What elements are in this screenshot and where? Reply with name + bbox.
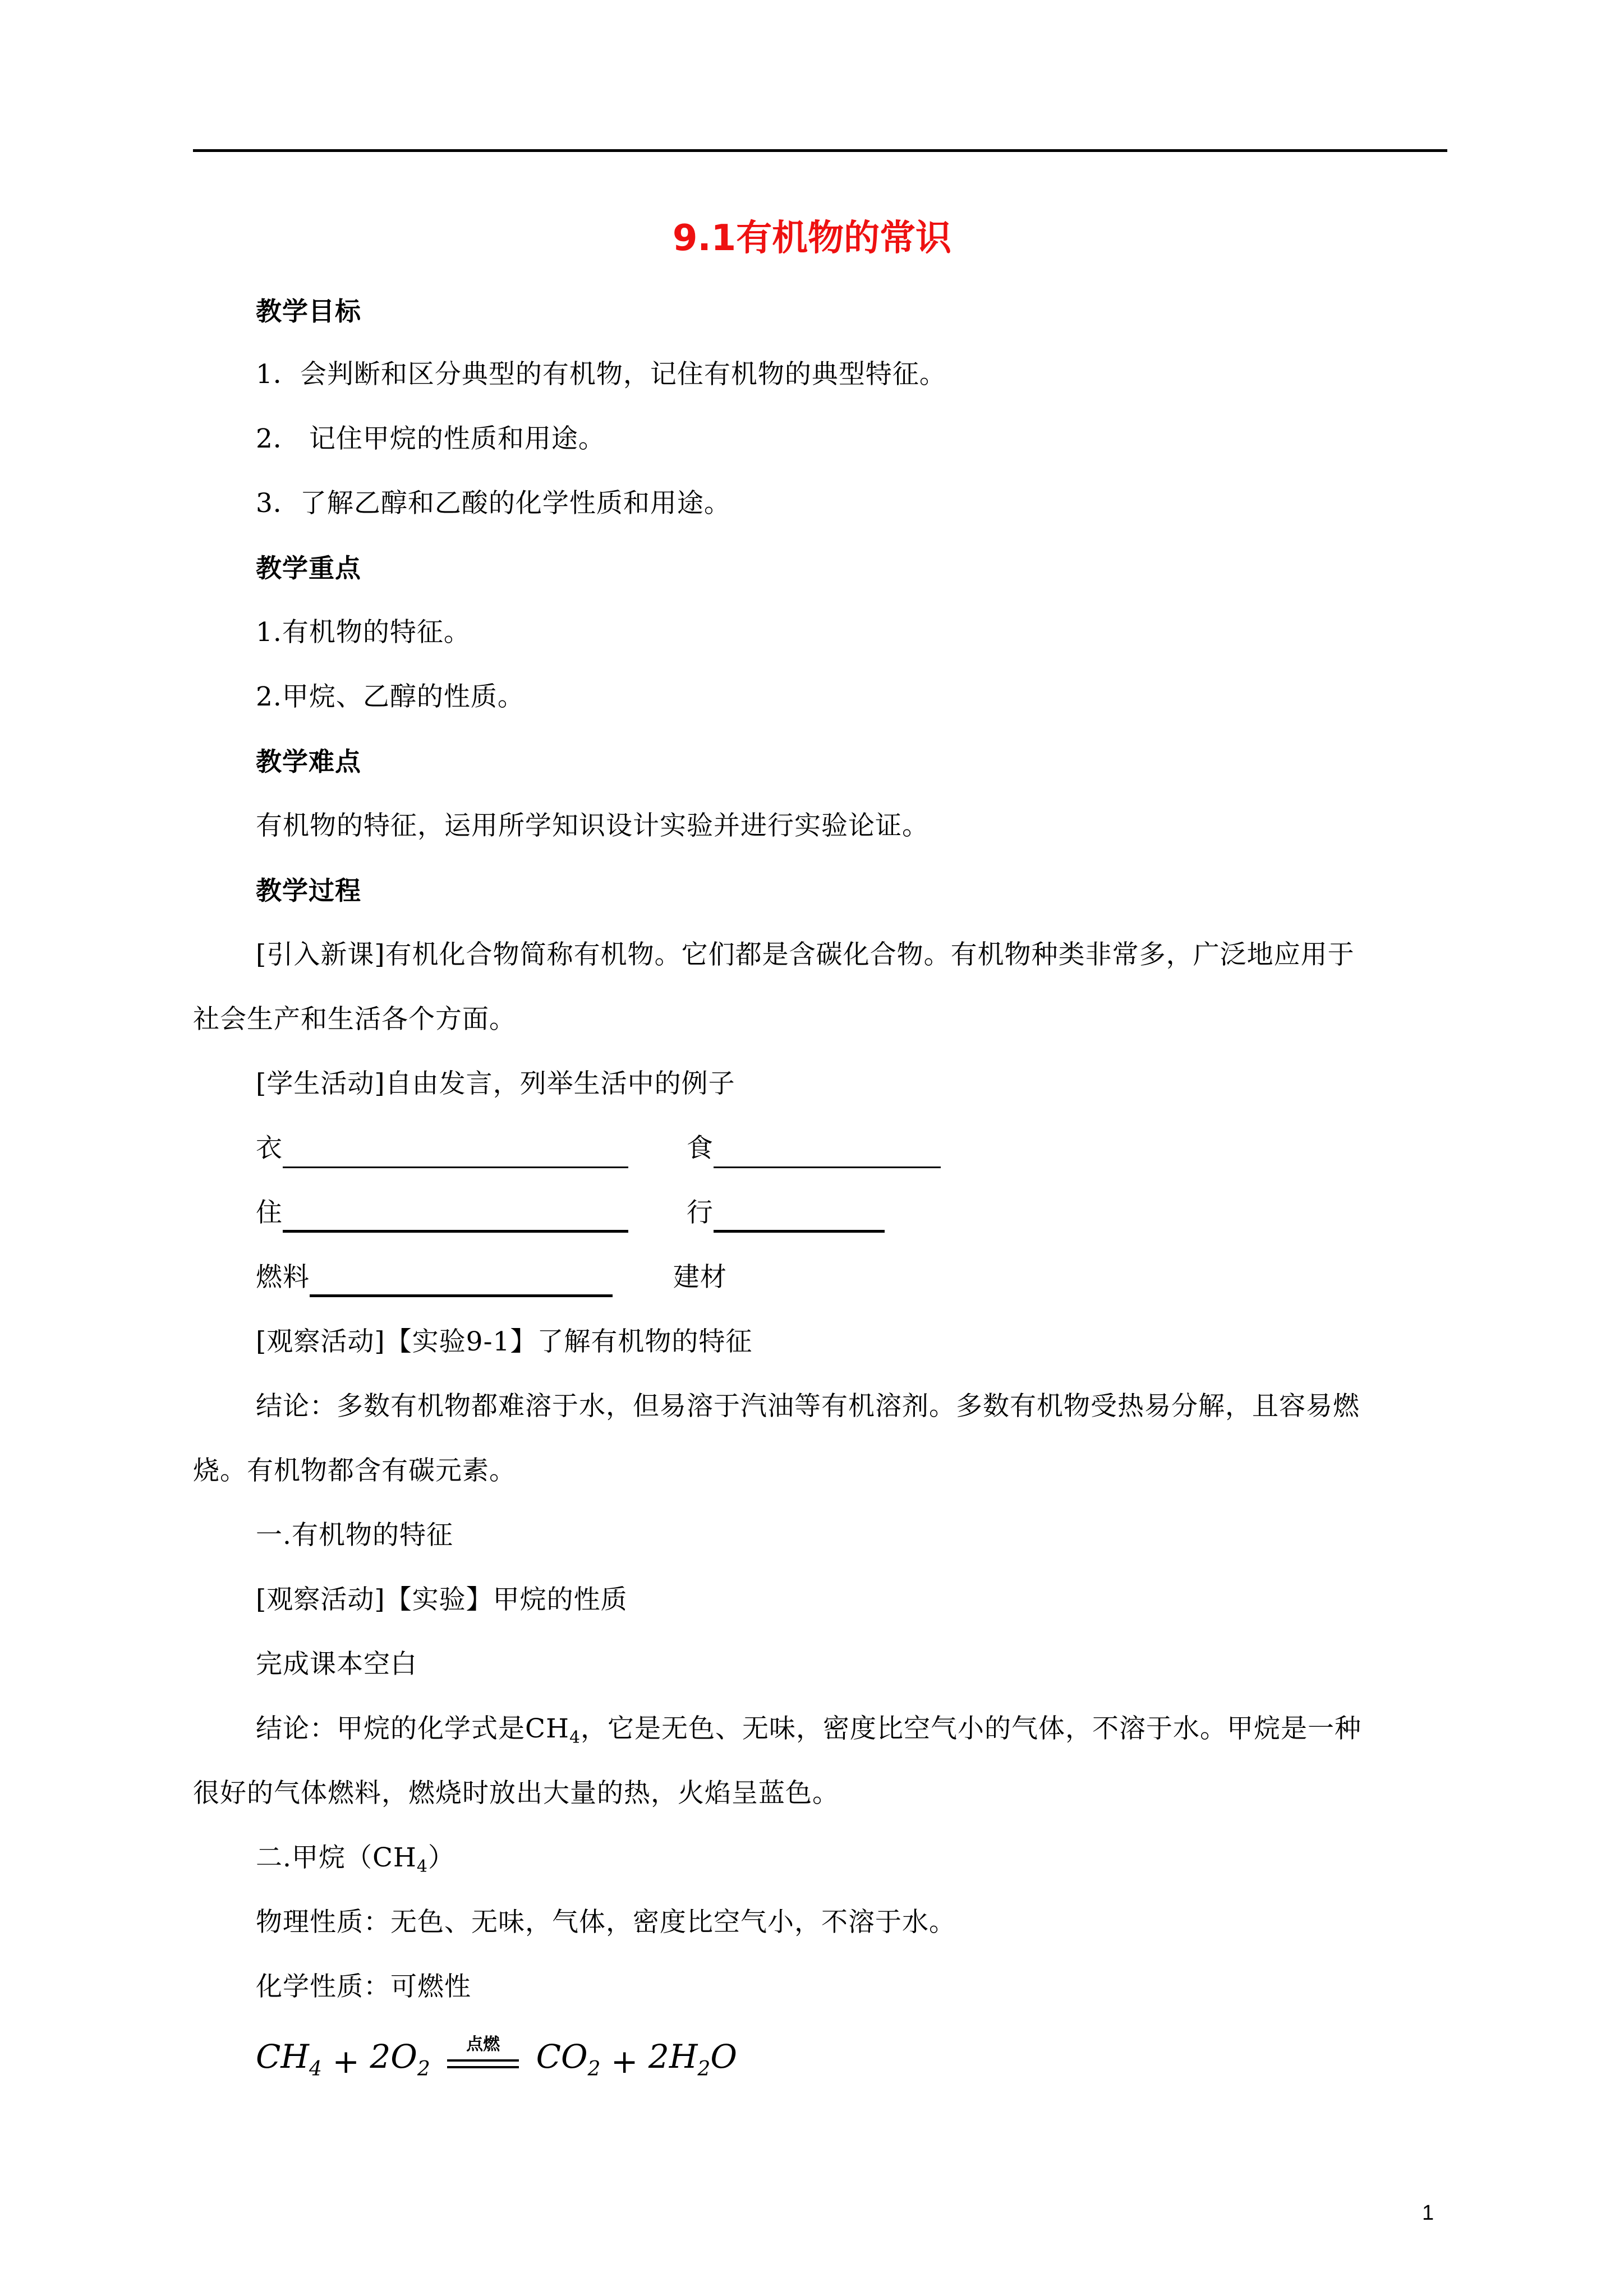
equation-co2: $CO_2$ [536, 2037, 601, 2081]
student-activity: [学生活动]自由发言，列举生活中的例子 [256, 1068, 735, 1099]
observe-activity-1: [观察活动]【实验9-1】了解有机物的特征 [256, 1326, 753, 1357]
conclusion-1-line-2: 烧。有机物都含有碳元素。 [193, 1455, 516, 1486]
physical-properties: 物理性质：无色、无味，气体，密度比空气小，不溶于水。 [256, 1907, 956, 1938]
key-point-item-1: 1.有机物的特征。 [256, 617, 471, 648]
blank-label-building: 建材 [673, 1262, 727, 1293]
equation-ch4: $CH_4$ [256, 2037, 322, 2081]
objective-item-3: 3．了解乙醇和乙酸的化学性质和用途。 [256, 488, 731, 519]
process-heading: 教学过程 [256, 875, 361, 906]
key-point-item-2: 2.甲烷、乙醇的性质。 [256, 681, 525, 712]
blank-line-housing [283, 1198, 628, 1233]
section-2-subscript: 4 [416, 1857, 428, 1877]
conclusion-2-subscript: 4 [569, 1728, 581, 1748]
equation-condition [444, 2030, 522, 2081]
conclusion-2-line-2: 很好的气体燃料，燃烧时放出大量的热，火焰呈蓝色。 [193, 1778, 839, 1809]
objective-item-1: 1．会判断和区分典型的有机物，记住有机物的典型特征。 [256, 359, 946, 390]
equals-bar-bottom [447, 2066, 519, 2068]
objectives-heading: 教学目标 [256, 296, 361, 326]
page-title: 9.1有机物的常识 [672, 218, 952, 259]
conclusion-2-line-1 [256, 1709, 1361, 1758]
blank-label-food: 食 [686, 1133, 714, 1164]
section-2-heading [256, 1838, 455, 1887]
section-2-suffix: ） [427, 1842, 455, 1873]
blank-row-1 [256, 1129, 941, 1168]
objective-item-2: 2． 记住甲烷的性质和用途。 [256, 423, 605, 454]
blank-label-travel: 行 [686, 1197, 714, 1228]
blank-line-travel [714, 1198, 885, 1233]
intro-line-2: 社会生产和生活各个方面。 [193, 1004, 516, 1035]
blank-row-2 [256, 1193, 885, 1233]
blank-label-clothing: 衣 [256, 1133, 283, 1164]
blank-line-clothing [283, 1135, 628, 1168]
complete-textbook: 完成课本空白 [256, 1649, 417, 1680]
conclusion-2-rest: ，它是无色、无味，密度比空气小的气体，不溶于水。甲烷是一种 [581, 1713, 1362, 1744]
equation-h2o: $2H_2O$ [648, 2037, 737, 2081]
section-1-heading: 一.有机物的特征 [256, 1520, 453, 1551]
equals-bar-top [447, 2059, 519, 2062]
blank-label-housing: 住 [256, 1197, 283, 1228]
intro-line-1: [引入新课]有机化合物简称有机物。它们都是含碳化合物。有机物种类非常多，广泛地应用于 [256, 939, 1355, 970]
key-points-heading: 教学重点 [256, 553, 361, 583]
blank-line-food [714, 1135, 941, 1168]
difficulties-text: 有机物的特征，运用所学知识设计实验并进行实验论证。 [256, 810, 929, 841]
equation-plus-2: + [610, 2043, 638, 2081]
section-2-prefix: 二.甲烷（CH [256, 1842, 417, 1873]
equation-o2: $2O_2$ [370, 2037, 430, 2081]
blank-line-fuel [310, 1263, 613, 1297]
conclusion-1-line-1: 结论：多数有机物都难溶于水，但易溶于汽油等有机溶剂。多数有机物受热易分解，且容易燃 [256, 1391, 1360, 1422]
page-number: 1 [1422, 2201, 1434, 2225]
blank-label-fuel: 燃料 [256, 1262, 310, 1293]
ignition-condition: 点燃 [466, 2035, 500, 2054]
observe-activity-2: [观察活动]【实验】甲烷的性质 [256, 1584, 628, 1615]
conclusion-2-prefix: 结论：甲烷的化学式是CH [256, 1713, 569, 1744]
blank-row-3 [256, 1258, 727, 1297]
chemical-properties: 化学性质：可燃性 [256, 1971, 471, 2002]
combustion-equation [256, 2030, 737, 2103]
difficulties-heading: 教学难点 [256, 746, 361, 777]
header-rule [193, 149, 1447, 152]
equation-plus-1: + [332, 2043, 360, 2081]
